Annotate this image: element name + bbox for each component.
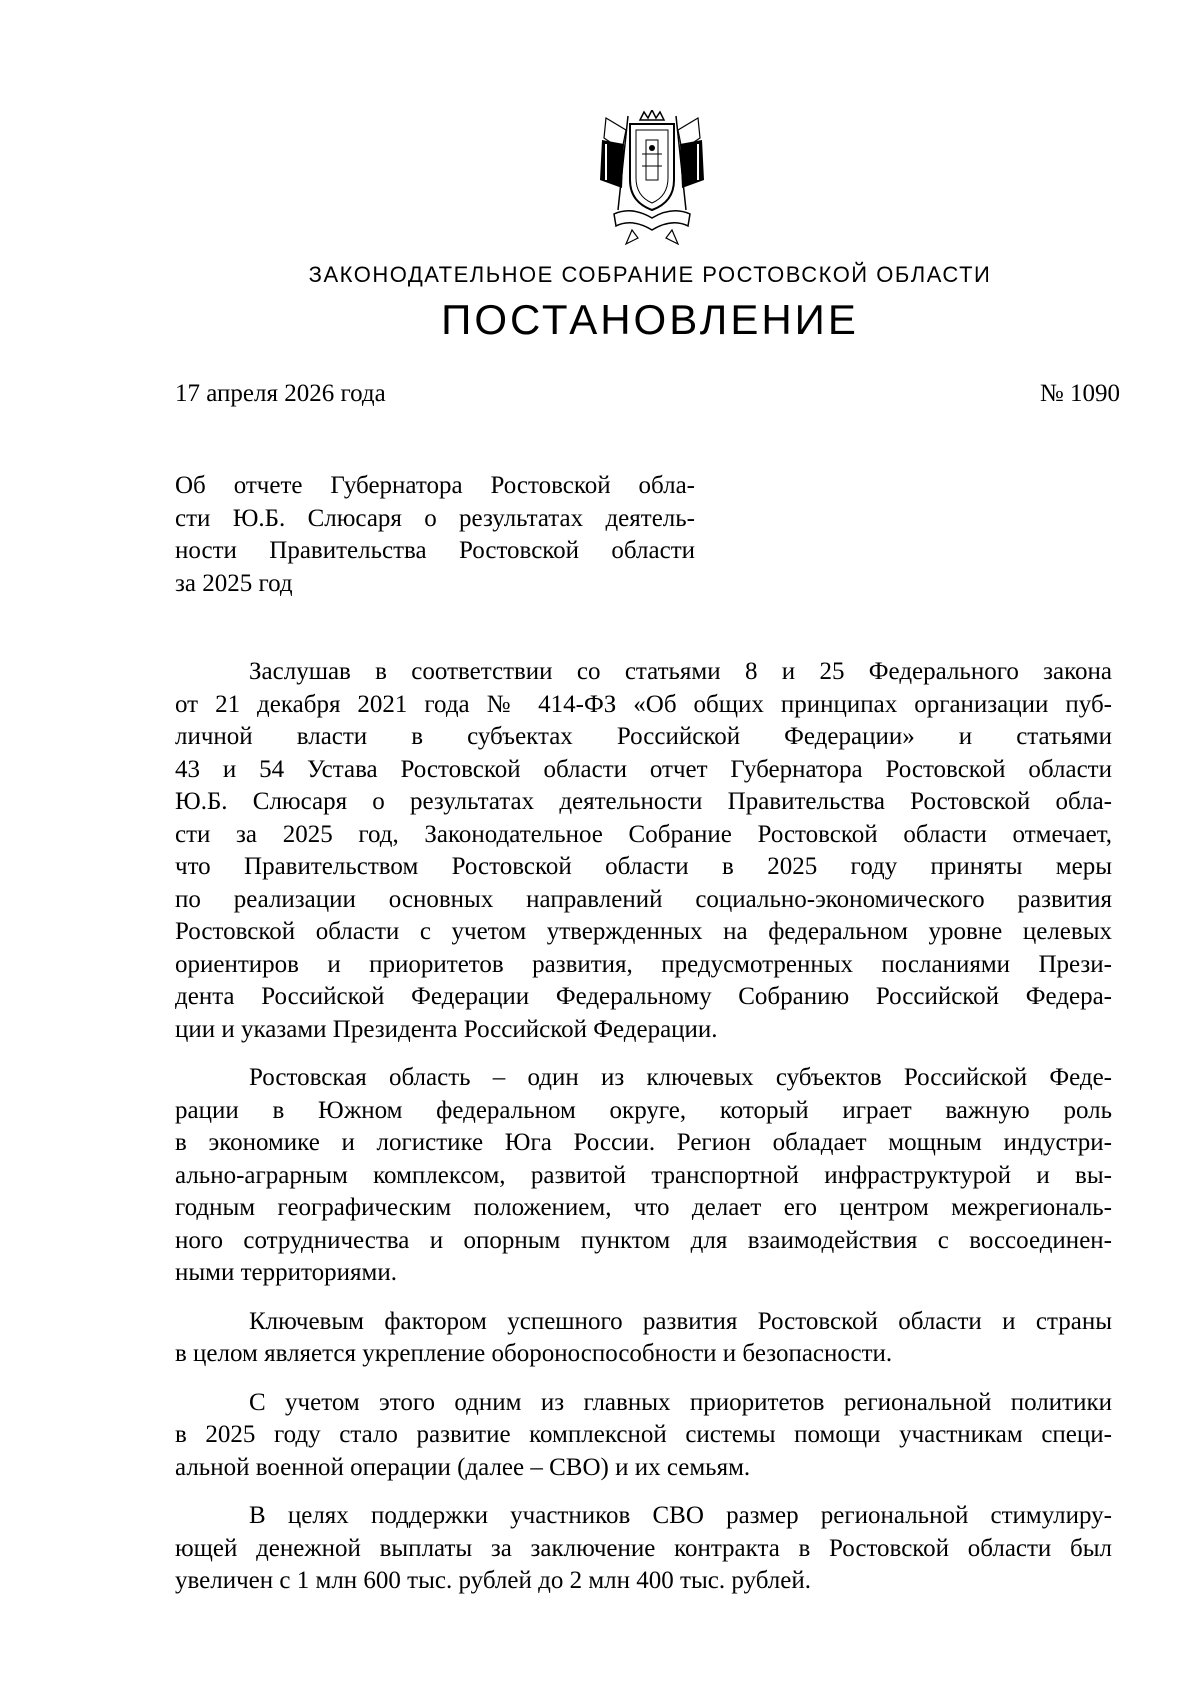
- coat-of-arms-icon: [592, 110, 712, 248]
- body-line: ально-аграрным комплексом, развитой транспортной инфраструктурой и вы-: [175, 1161, 1112, 1189]
- body-line: ными территориями.: [175, 1259, 397, 1286]
- body-line: Ростовской области с учетом утвержденных на федеральном уровне целевых: [175, 918, 1112, 945]
- subject-line: за 2025 год: [175, 569, 293, 597]
- body-line: 43 и 54 Устава Ростовской области отчет Губернатора Ростовской области: [175, 755, 1112, 783]
- body-line: Ю.Б. Слюсаря о результатах деятельности Правительства Ростовской обла-: [175, 788, 1112, 815]
- body-paragraph: [175, 1387, 1112, 1485]
- body-line: в целом является укрепление обороноспособности и безопасности.: [175, 1340, 893, 1367]
- body-line: С учетом этого одним из главных приоритетов региональной политики: [249, 1388, 1112, 1416]
- subject-line: Об отчете Губернатора Ростовской обла-: [175, 472, 695, 499]
- body-line: ориентиров и приоритетов развития, предусмотренных посланиями Прези-: [175, 950, 1112, 978]
- body-paragraph: [175, 1062, 1112, 1290]
- subject-line: ности Правительства Ростовской области: [175, 537, 695, 564]
- body-line: от 21 декабря 2021 года № 414-ФЗ «Об общих принципах организации пуб-: [175, 690, 1112, 718]
- document-body: [175, 656, 1112, 1614]
- subject-line: сти Ю.Б. Слюсаря о результатах деятель-: [175, 504, 695, 532]
- body-line: по реализации основных направлений социально-экономического развития: [175, 885, 1112, 913]
- body-line: ции и указами Президента Российской Федерации.: [175, 1015, 718, 1043]
- body-paragraph: [175, 1306, 1112, 1371]
- body-line: дента Российской Федерации Федеральному Собранию Российской Федера-: [175, 983, 1112, 1010]
- body-paragraph: [175, 1500, 1112, 1598]
- body-paragraph: [175, 656, 1112, 1046]
- body-line: личной власти в субъектах Российской Федерации» и статьями: [175, 723, 1112, 750]
- document-number: № 1090: [1039, 380, 1120, 407]
- document-date: 17 апреля 2026 года: [175, 380, 386, 407]
- body-line: В целях поддержки участников СВО размер региональной стимулиру-: [249, 1502, 1112, 1529]
- body-line: ного сотрудничества и опорным пунктом для взаимодействия с воссоединен-: [175, 1226, 1112, 1254]
- body-line: годным географическим положением, что делает его центром межрегиональ-: [175, 1194, 1112, 1221]
- body-line: в 2025 году стало развитие комплексной системы помощи участникам специ-: [175, 1421, 1112, 1448]
- body-line: альной военной операции (далее – СВО) и их семьям.: [175, 1453, 751, 1481]
- body-line: Ключевым фактором успешного развития Ростовской области и страны: [249, 1307, 1112, 1335]
- body-line: рации в Южном федеральном округе, который играет важную роль: [175, 1096, 1112, 1124]
- body-line: увеличен с 1 млн 600 тыс. рублей до 2 млн 400 тыс. рублей.: [175, 1567, 811, 1594]
- body-line: что Правительством Ростовской области в 2025 году приняты меры: [175, 853, 1112, 880]
- body-line: Ростовская область – один из ключевых субъектов Российской Феде-: [249, 1064, 1112, 1091]
- body-line: Заслушав в соответствии со статьями 8 и 25 Федерального закона: [249, 658, 1112, 685]
- body-line: ющей денежной выплаты за заключение контракта в Ростовской области был: [175, 1534, 1112, 1562]
- body-line: в экономике и логистике Юга России. Регион обладает мощным индустри-: [175, 1129, 1112, 1156]
- document-type-heading: ПОСТАНОВЛЕНИЕ: [441, 296, 859, 343]
- organization-title: ЗАКОНОДАТЕЛЬНОЕ СОБРАНИЕ РОСТОВСКОЙ ОБЛАСТИ: [308, 262, 992, 287]
- body-line: сти за 2025 год, Законодательное Собрание Ростовской области отмечает,: [175, 820, 1112, 848]
- document-subject: [175, 470, 695, 600]
